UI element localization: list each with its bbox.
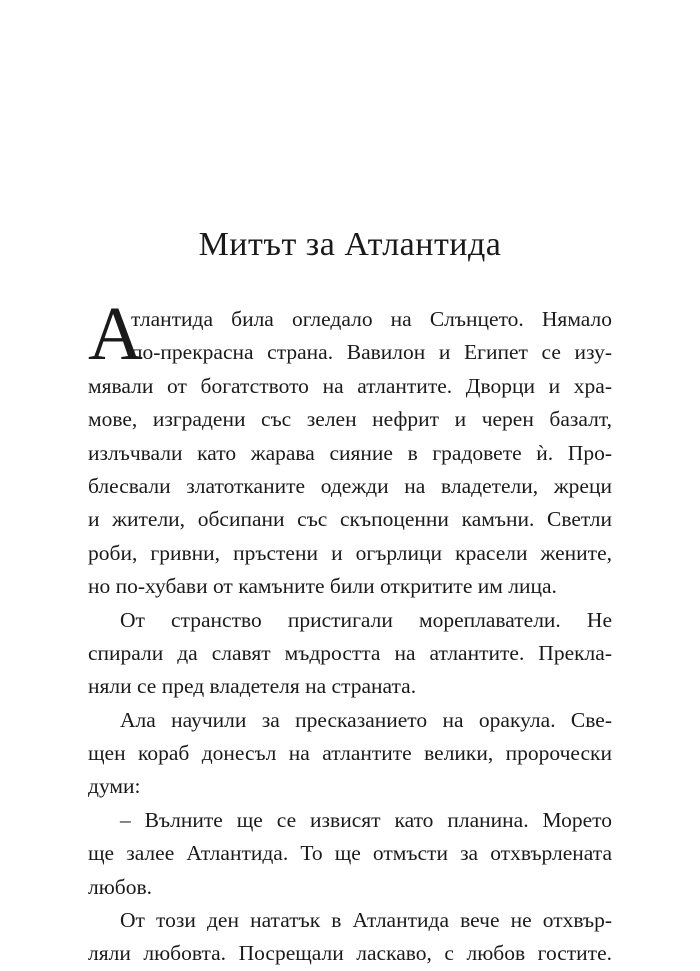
text-line: Ала научили за пресказанието на оракула. Све- — [120, 707, 612, 732]
text-line: тлантида била огледало на Слънцето. Нямало — [131, 307, 612, 331]
text-line: любов. — [88, 874, 153, 899]
text-line: роби, гривни, пръстени и огърлици красели жените, — [88, 540, 612, 565]
text-line: излъчвали като жарава сияние в градовете ѝ. Про- — [88, 440, 612, 465]
text-line: няли се пред владетеля на страната. — [88, 674, 417, 699]
text-line: От този ден нататък в Атлантида вече не отхвър- — [120, 908, 612, 933]
text-line: но по-хубави от камъните били откритите им лица. — [88, 574, 557, 599]
text-line: – Вълните ще се извисят като планина. Морето — [120, 807, 612, 832]
text-line: думи: — [88, 774, 141, 799]
text-line: ще залее Атлантида. То ще отмъсти за отхвърлената — [88, 841, 612, 866]
text-line: мове, изградени със зелен нефрит и черен базалт, — [88, 407, 612, 432]
text-line: спирали да славят мъдростта на атлантите. Прекла- — [88, 640, 612, 665]
text-line: по-прекрасна страна. Вавилон и Египет се изу- — [131, 340, 612, 365]
drop-cap-letter: А — [88, 292, 143, 376]
body-text — [88, 303, 612, 971]
text-line: щен кораб донесъл на атлантите велики, пророчески — [88, 741, 612, 766]
text-line: мявали от богатството на атлантите. Дворци и хра- — [88, 373, 612, 398]
text-line: и жители, обсипани със скъпоценни камъни. Светли — [88, 507, 612, 532]
text-line: ляли любовта. Посрещали ласкаво, с любов гостите. — [88, 941, 612, 966]
text-line: блесвали златотканите одежди на владетели, жреци — [88, 473, 612, 498]
text-line: От странство пристигали мореплаватели. Не — [120, 607, 612, 632]
chapter-title: Митът за Атлантида — [198, 226, 502, 263]
